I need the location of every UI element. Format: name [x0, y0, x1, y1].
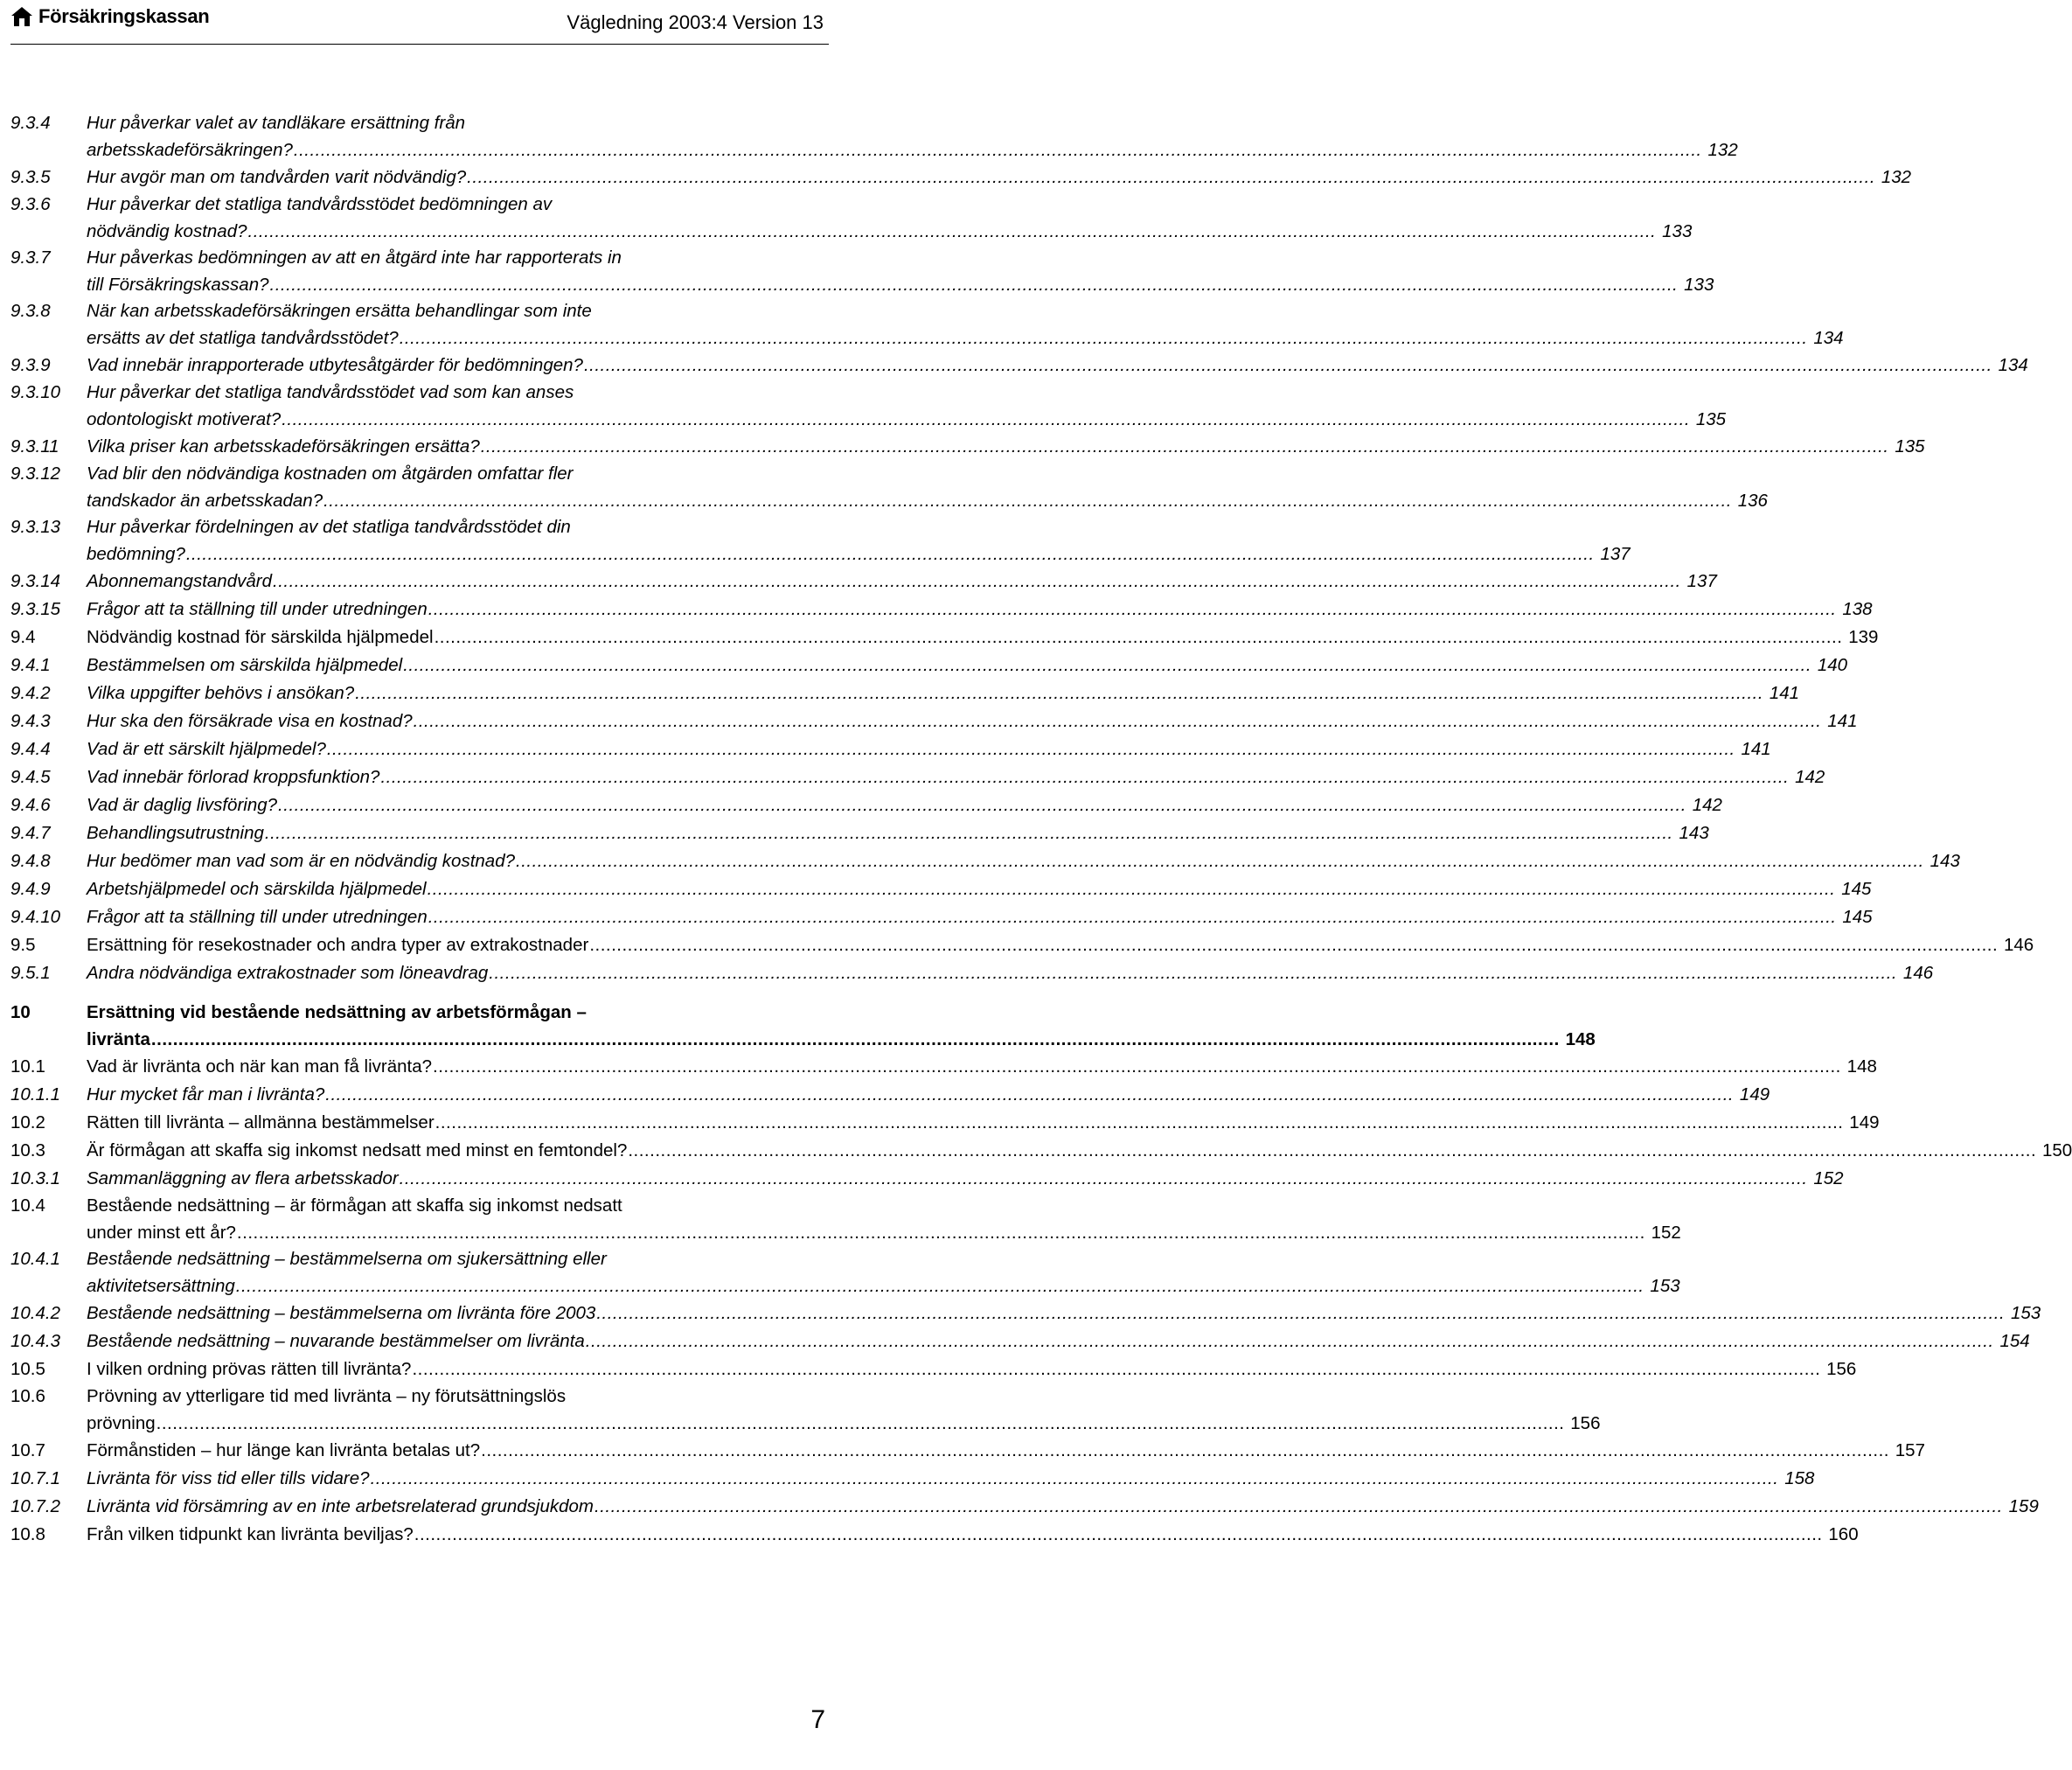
toc-entry-number: 9.4	[10, 627, 36, 647]
toc-entry-page: 150	[2041, 1140, 2072, 1160]
toc-entry[interactable]	[10, 1383, 1601, 1437]
toc-entry-title-line: När kan arbetsskadeförsäkringen ersätta behandlingar som inte	[87, 301, 592, 321]
page-number: 7	[810, 1705, 825, 1734]
dot-leader	[186, 541, 1595, 568]
toc-entry-title-line: Vad innebär inrapporterade utbytesåtgärder för bedömningen?	[87, 355, 583, 375]
dot-leader	[294, 137, 1702, 164]
toc-entry[interactable]	[10, 903, 1873, 931]
toc-entry-body	[87, 298, 1844, 352]
toc-entry-body	[87, 1383, 1601, 1437]
toc-entry-page: 134	[1998, 355, 2028, 375]
toc-entry-body	[87, 763, 1825, 791]
toc-entry-page: 137	[1600, 543, 1630, 564]
toc-entry[interactable]	[10, 1328, 2030, 1355]
toc-entry-body	[87, 192, 1692, 245]
toc-entry-body	[87, 1300, 2041, 1328]
toc-entry-page: 157	[1895, 1440, 1925, 1460]
toc-entry[interactable]	[10, 875, 1872, 903]
toc-entry-title-line: Hur mycket får man i livränta?	[87, 1084, 325, 1105]
toc-entry-page: 136	[1737, 490, 1768, 511]
toc-entry-title-line: Behandlingsutrustning	[87, 823, 264, 843]
toc-entry-number: 9.3.12	[10, 463, 60, 484]
toc-entry[interactable]	[10, 1081, 1770, 1109]
dot-leader	[586, 1328, 1994, 1355]
toc-entry-page: 142	[1795, 767, 1825, 787]
toc-entry-number: 10.3.1	[10, 1168, 60, 1188]
toc-entry[interactable]	[10, 735, 1771, 763]
toc-entry-title-line: arbetsskadeförsäkringen?	[87, 139, 293, 160]
toc-entry-body	[87, 1081, 1770, 1109]
toc-entry-title-line: Rätten till livränta – allmänna bestämmelser	[87, 1112, 435, 1132]
toc-entry-body	[87, 1493, 2039, 1521]
dot-leader	[589, 931, 1998, 959]
toc-entry-title-line: I vilken ordning prövas rätten till livränta?	[87, 1359, 412, 1379]
toc-entry-title-line: livränta	[87, 1028, 150, 1049]
toc-entry[interactable]	[10, 624, 1879, 652]
logo	[10, 5, 209, 28]
page-header	[0, 0, 839, 52]
toc-entry-number: 10.7.2	[10, 1496, 60, 1516]
toc-entry-title-line: Abonnemangstandvård	[87, 571, 272, 591]
toc-entry-body	[87, 352, 2028, 380]
toc-entry-number: 10.6	[10, 1386, 45, 1406]
toc-entry-number: 10.4	[10, 1195, 45, 1216]
toc-entry-title-line: Ersättning vid bestående nedsättning av arbetsförmågan –	[87, 1002, 587, 1022]
toc-entry[interactable]	[10, 514, 1630, 568]
dot-leader	[628, 1137, 2036, 1165]
toc-entry-page: 152	[1813, 1168, 1844, 1188]
toc-entry-title-line: under minst ett år?	[87, 1222, 236, 1243]
toc-entry-number: 9.5	[10, 935, 36, 955]
toc-entry-number: 9.4.7	[10, 823, 51, 843]
toc-entry-page: 148	[1846, 1056, 1877, 1077]
toc-entry-body	[87, 164, 1911, 192]
toc-entry-title-line: Vilka uppgifter behövs i ansökan?	[87, 683, 355, 703]
toc-entry-body	[87, 707, 1857, 735]
toc-entry-title-line: Frågor att ta ställning till under utredningen	[87, 907, 428, 927]
toc-entry-page: 143	[1929, 851, 1960, 871]
toc-entry[interactable]	[10, 596, 1873, 624]
dot-leader	[371, 1465, 1779, 1493]
toc-entry-page: 158	[1784, 1468, 1815, 1488]
toc-entry-title-line: bedömning?	[87, 543, 185, 564]
toc-entry-title-line: Hur avgör man om tandvården varit nödvändig?	[87, 167, 467, 187]
toc-entry[interactable]	[10, 1437, 1925, 1465]
toc-entry-body	[87, 1328, 2030, 1355]
toc-entry-body	[87, 110, 1738, 164]
dot-leader	[584, 352, 1992, 380]
toc-entry-title-line: Vad är livränta och när kan man få livränta?	[87, 1056, 433, 1077]
toc-entry[interactable]	[10, 1165, 1844, 1193]
toc-entry-number: 9.3.8	[10, 301, 51, 321]
toc-entry-body	[87, 1521, 1859, 1549]
toc-entry-number: 10.8	[10, 1524, 45, 1544]
toc-entry-number: 9.4.4	[10, 739, 51, 759]
logo-text: Försäkringskassan	[38, 5, 210, 27]
toc-entry-page: 135	[1895, 436, 1925, 456]
toc-entry[interactable]	[10, 433, 1925, 461]
toc-entry-page: 135	[1695, 408, 1727, 429]
toc-entry-title-line: Prövning av ytterligare tid med livränta – ny förutsättningslös	[87, 1386, 567, 1406]
toc-entry-page: 149	[1739, 1084, 1770, 1105]
dot-leader	[489, 959, 1897, 987]
toc-entry-title-line: Hur påverkar valet av tandläkare ersättning från	[87, 113, 466, 133]
toc-entry-title-line: Hur ska den försäkrade visa en kostnad?	[87, 711, 413, 731]
toc-entry-title-line: Bestående nedsättning – nuvarande bestämmelser om livränta	[87, 1331, 585, 1351]
toc-entry-title-line: Livränta vid försämring av en inte arbetsrelaterad grundsjukdom	[87, 1496, 594, 1516]
house-logo-icon	[10, 6, 33, 27]
toc-entry-title-line: odontologiskt motiverat?	[87, 408, 282, 429]
toc-entry-body	[87, 1165, 1844, 1193]
dot-leader	[435, 624, 1843, 652]
dot-leader	[270, 272, 1679, 299]
dot-leader	[236, 1273, 1644, 1300]
toc-entry-number: 10.3	[10, 1140, 45, 1160]
toc-entry-body	[87, 1355, 1856, 1383]
dot-leader	[435, 1109, 1844, 1137]
dot-leader	[414, 707, 1822, 735]
toc-entry-body	[87, 624, 1878, 652]
toc-entry-page: 149	[1849, 1112, 1880, 1132]
dot-leader	[273, 568, 1681, 596]
toc-entry-body	[87, 596, 1873, 624]
toc-entry-title-line: Förmånstiden – hur länge kan livränta betalas ut?	[87, 1440, 481, 1460]
toc-entry-number: 9.3.13	[10, 517, 60, 537]
toc-entry[interactable]	[10, 1355, 1857, 1383]
toc-entry-title-line: Bestående nedsättning – bestämmelserna om sjukersättning eller	[87, 1249, 607, 1269]
toc-entry-title-line: Vad är ett särskilt hjälpmedel?	[87, 739, 326, 759]
toc-entry[interactable]	[10, 847, 1960, 875]
toc-entry[interactable]	[10, 164, 1912, 192]
toc-entry[interactable]	[10, 1053, 1877, 1081]
toc-entry-page: 132	[1881, 167, 1912, 187]
toc-entry[interactable]	[10, 1493, 2039, 1521]
toc-entry-body	[87, 1465, 1814, 1493]
toc-entry-body	[87, 791, 1722, 819]
dot-leader	[248, 219, 1657, 246]
toc-entry-page: 145	[1842, 907, 1873, 927]
toc-entry-body	[87, 461, 1768, 514]
toc-entry-title-line: Vad är daglig livsföring?	[87, 795, 278, 815]
toc-entry[interactable]	[10, 819, 1709, 847]
toc-entry-title-line: Sammanläggning av flera arbetsskador	[87, 1168, 399, 1188]
toc-entry-number: 9.5.1	[10, 963, 51, 983]
toc-entry-title-line: Andra nödvändiga extrakostnader som löneavdrag	[87, 963, 489, 983]
dot-leader	[237, 1220, 1645, 1247]
dot-leader	[282, 407, 1690, 434]
toc-entry-title-line: Arbetshjälpmedel och särskilda hjälpmedel	[87, 879, 427, 899]
toc-entry-title-line: prövning	[87, 1412, 156, 1433]
toc-entry-number: 9.3.9	[10, 355, 51, 375]
dot-leader	[594, 1493, 2003, 1521]
toc-entry-body	[87, 245, 1714, 298]
toc-entry-number: 9.4.6	[10, 795, 51, 815]
dot-leader	[481, 1437, 1889, 1465]
toc-entry-title-line: tandskador än arbetsskadan?	[87, 490, 323, 511]
dot-leader	[323, 488, 1732, 515]
toc-entry-title-line: Vilka priser kan arbetsskadeförsäkringen ersätta?	[87, 436, 480, 456]
toc-entry-body	[87, 1053, 1877, 1081]
toc-entry-title-line: Vad blir den nödvändiga kostnaden om åtgärden omfattar fler	[87, 463, 574, 484]
toc-entry-number: 10.7.1	[10, 1468, 60, 1488]
dot-leader	[327, 735, 1735, 763]
toc-entry[interactable]	[10, 568, 1717, 596]
toc-entry-page: 133	[1684, 274, 1714, 295]
dot-leader	[400, 325, 1808, 352]
toc-entry-number: 10.7	[10, 1440, 45, 1460]
toc-entry-number: 9.3.15	[10, 599, 60, 619]
toc-entry-page: 159	[2008, 1496, 2039, 1516]
toc-entry-body	[87, 1137, 2072, 1165]
toc-entry-body	[87, 568, 1717, 596]
toc-entry[interactable]	[10, 1000, 1596, 1053]
toc-entry-body	[87, 819, 1709, 847]
dot-leader	[400, 1165, 1808, 1193]
toc-entry-page: 139	[1848, 627, 1879, 647]
dot-leader	[433, 1053, 1841, 1081]
dot-leader	[403, 652, 1811, 679]
dot-leader	[414, 1521, 1823, 1549]
dot-leader	[428, 903, 1837, 931]
toc-entry-number: 10.1	[10, 1056, 45, 1077]
toc-entry-page: 140	[1817, 655, 1848, 675]
toc-entry[interactable]	[10, 679, 1800, 707]
toc-entry-title-line: Nödvändig kostnad för särskilda hjälpmedel	[87, 627, 434, 647]
toc-entry-page: 134	[1813, 327, 1844, 348]
toc-entry-body	[87, 1437, 1925, 1465]
dot-leader	[467, 164, 1875, 192]
toc-entry-title-line: aktivitetsersättning	[87, 1275, 235, 1296]
toc-entry-number: 9.4.8	[10, 851, 51, 871]
toc-entry[interactable]	[10, 245, 1714, 298]
toc-entry-body	[87, 514, 1630, 568]
toc-entry-title-line: Hur påverkar det statliga tandvårdsstödet vad som kan anses	[87, 382, 574, 402]
toc-entry[interactable]	[10, 380, 1727, 433]
toc-entry-body	[87, 847, 1960, 875]
dot-leader	[278, 791, 1686, 819]
toc-entry[interactable]	[10, 652, 1848, 679]
toc-entry-page: 148	[1565, 1028, 1596, 1049]
toc-entry-page: 143	[1679, 823, 1709, 843]
toc-entry-page: 142	[1692, 795, 1722, 815]
dot-leader	[325, 1081, 1734, 1109]
toc-entry-title-line: Hur påverkar det statliga tandvårdsstödet bedömningen av	[87, 194, 553, 214]
toc-entry-number: 9.4.5	[10, 767, 51, 787]
toc-entry[interactable]	[10, 707, 1858, 735]
toc-entry[interactable]	[10, 461, 1768, 514]
dot-leader	[156, 1411, 1565, 1438]
toc-entry-number: 9.4.2	[10, 683, 51, 703]
toc-entry[interactable]	[10, 1193, 1681, 1246]
dot-leader	[428, 875, 1836, 903]
toc-entry-title-line: Bestämmelsen om särskilda hjälpmedel	[87, 655, 403, 675]
toc-entry-title-line: Hur påverkar fördelningen av det statliga tandvårdsstödet din	[87, 517, 571, 537]
table-of-contents	[10, 110, 2072, 1549]
toc-entry-number: 9.3.6	[10, 194, 51, 214]
toc-entry[interactable]	[10, 959, 1934, 987]
dot-leader	[516, 847, 1924, 875]
toc-entry-title-line: Är förmågan att skaffa sig inkomst nedsatt med minst en femtondel?	[87, 1140, 628, 1160]
toc-entry-body	[87, 652, 1847, 679]
toc-entry-page: 145	[1841, 879, 1872, 899]
toc-entry-title-line: nödvändig kostnad?	[87, 220, 247, 241]
header-divider	[10, 44, 829, 45]
toc-entry-body	[87, 433, 1925, 461]
toc-entry[interactable]	[10, 1246, 1680, 1300]
toc-entry-page: 146	[1902, 963, 1934, 983]
toc-entry[interactable]	[10, 1465, 1815, 1493]
toc-entry[interactable]	[10, 791, 1722, 819]
toc-entry-number: 10.4.2	[10, 1303, 60, 1323]
toc-entry-number: 10.2	[10, 1112, 45, 1132]
toc-entry-number: 10	[10, 1002, 31, 1022]
toc-entry-page: 132	[1707, 139, 1738, 160]
toc-entry-number: 10.5	[10, 1359, 45, 1379]
toc-entry-page: 152	[1651, 1222, 1681, 1243]
toc-entry-body	[87, 903, 1873, 931]
toc-entry-page: 133	[1662, 220, 1693, 241]
toc-entry-number: 9.3.10	[10, 382, 60, 402]
toc-entry[interactable]	[10, 192, 1693, 245]
toc-entry-number: 9.3.14	[10, 571, 60, 591]
toc-entry-title-line: Frågor att ta ställning till under utredningen	[87, 599, 428, 619]
toc-entry-number: 9.4.3	[10, 711, 51, 731]
toc-entry-body	[87, 875, 1871, 903]
toc-entry-page: 156	[1570, 1412, 1601, 1433]
toc-entry-page: 141	[1827, 711, 1858, 731]
toc-entry[interactable]	[10, 931, 2034, 959]
toc-entry-body	[87, 679, 1799, 707]
toc-entry-body	[87, 931, 2034, 959]
toc-entry-page: 153	[1650, 1275, 1680, 1296]
toc-entry-page: 141	[1769, 683, 1800, 703]
toc-entry-number: 9.3.5	[10, 167, 51, 187]
toc-entry-title-line: till Försäkringskassan?	[87, 274, 269, 295]
toc-entry-number: 9.4.9	[10, 879, 51, 899]
toc-entry[interactable]	[10, 1109, 1880, 1137]
toc-entry-number: 9.4.1	[10, 655, 51, 675]
dot-leader	[380, 763, 1789, 791]
toc-entry-title-line: Livränta för viss tid eller tills vidare?	[87, 1468, 370, 1488]
dot-leader	[265, 819, 1673, 847]
dot-leader	[412, 1355, 1820, 1383]
toc-entry[interactable]	[10, 1300, 2041, 1328]
toc-entry-page: 160	[1828, 1524, 1859, 1544]
dot-leader	[151, 1027, 1560, 1054]
toc-entry-page: 138	[1842, 599, 1873, 619]
toc-entry-body	[87, 1246, 1680, 1300]
toc-entry[interactable]	[10, 1137, 2072, 1165]
document-title: Vägledning 2003:4 Version 13	[567, 11, 824, 33]
toc-entry-body	[87, 735, 1771, 763]
toc-entry-page: 141	[1741, 739, 1771, 759]
toc-entry-page: 146	[2003, 935, 2034, 955]
toc-entry-number: 9.4.10	[10, 907, 60, 927]
toc-entry-body	[87, 380, 1726, 433]
dot-leader	[428, 596, 1837, 624]
toc-entry-title-line: Från vilken tidpunkt kan livränta beviljas?	[87, 1524, 414, 1544]
toc-entry[interactable]	[10, 1521, 1859, 1549]
toc-entry-title-line: Hur bedömer man vad som är en nödvändig kostnad?	[87, 851, 516, 871]
toc-entry-number: 9.3.4	[10, 113, 51, 133]
toc-entry[interactable]	[10, 298, 1844, 352]
dot-leader	[596, 1300, 2005, 1328]
dot-leader	[355, 679, 1763, 707]
toc-entry[interactable]	[10, 110, 1738, 164]
toc-entry-number: 10.1.1	[10, 1084, 60, 1105]
toc-entry-title-line: ersätts av det statliga tandvårdsstödet?	[87, 327, 399, 348]
toc-entry-number: 10.4.1	[10, 1249, 60, 1269]
dot-leader	[481, 433, 1889, 461]
toc-entry-page: 153	[2010, 1303, 2041, 1323]
toc-entry-page: 156	[1826, 1359, 1857, 1379]
toc-entry-page: 154	[1999, 1331, 2030, 1351]
toc-entry-number: 9.3.7	[10, 247, 51, 268]
toc-entry-number: 10.4.3	[10, 1331, 60, 1351]
toc-entry-title-line: Bestående nedsättning – är förmågan att skaffa sig inkomst nedsatt	[87, 1195, 622, 1216]
toc-entry-title-line: Vad innebär förlorad kroppsfunktion?	[87, 767, 380, 787]
toc-entry-title-line: Ersättning för resekostnader och andra typer av extrakostnader	[87, 935, 589, 955]
toc-entry-page: 137	[1686, 571, 1717, 591]
toc-entry-number: 9.3.11	[10, 436, 59, 456]
toc-entry-title-line: Bestående nedsättning – bestämmelserna om livränta före 2003	[87, 1303, 596, 1323]
toc-entry-body	[87, 1109, 1880, 1137]
toc-entry-body	[87, 1193, 1681, 1246]
toc-entry[interactable]	[10, 763, 1825, 791]
toc-entry-body	[87, 1000, 1596, 1053]
toc-entry-title-line: Hur påverkas bedömningen av att en åtgärd inte har rapporterats in	[87, 247, 622, 268]
toc-entry-body	[87, 959, 1933, 987]
toc-entry[interactable]	[10, 352, 2028, 380]
